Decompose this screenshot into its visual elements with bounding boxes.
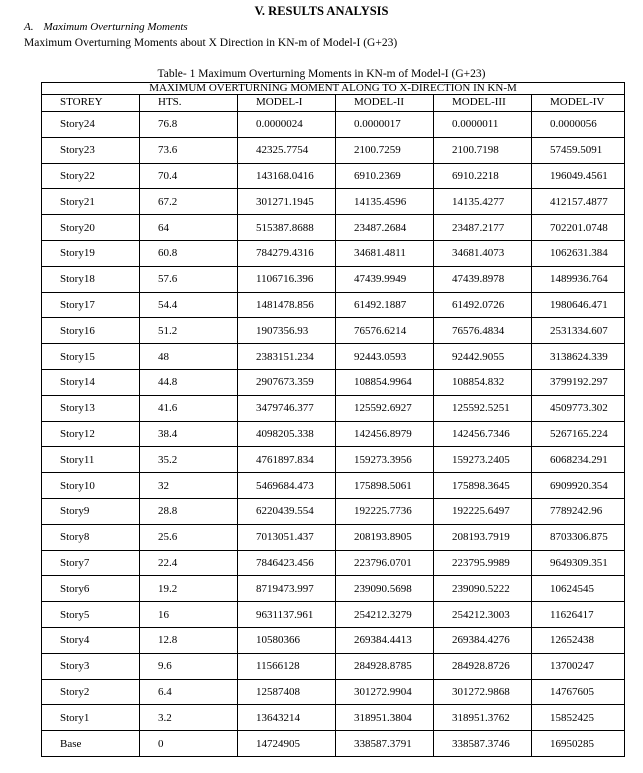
cell-storey: Story2: [42, 679, 140, 705]
cell-model-4: 16950285: [532, 731, 625, 757]
cell-model-2: 92443.0593: [336, 344, 434, 370]
cell-height: 44.8: [140, 369, 238, 395]
cell-model-2: 23487.2684: [336, 215, 434, 241]
column-header-heights: HTS.: [140, 95, 238, 112]
column-header-model-1: MODEL-I: [238, 95, 336, 112]
table-row: [42, 705, 625, 731]
cell-model-3: 2100.7198: [434, 137, 532, 163]
table-row: [42, 369, 625, 395]
cell-storey: Story19: [42, 240, 140, 266]
cell-height: 19.2: [140, 576, 238, 602]
cell-model-2: 34681.4811: [336, 240, 434, 266]
cell-model-1: 515387.8688: [238, 215, 336, 241]
cell-model-3: 284928.8726: [434, 653, 532, 679]
subsection-title: Maximum Overturning Moments: [43, 21, 188, 33]
cell-height: 67.2: [140, 189, 238, 215]
cell-height: 70.4: [140, 163, 238, 189]
cell-model-2: 47439.9949: [336, 266, 434, 292]
cell-model-2: 0.0000017: [336, 112, 434, 138]
cell-model-3: 223795.9989: [434, 550, 532, 576]
cell-model-3: 192225.6497: [434, 498, 532, 524]
table-row: [42, 550, 625, 576]
subsection-heading: [24, 21, 188, 33]
cell-model-3: 318951.3762: [434, 705, 532, 731]
table-row: [42, 318, 625, 344]
cell-storey: Story11: [42, 447, 140, 473]
table-row: [42, 266, 625, 292]
cell-model-3: 14135.4277: [434, 189, 532, 215]
cell-model-4: 6068234.291: [532, 447, 625, 473]
cell-model-1: 5469684.473: [238, 473, 336, 499]
cell-model-4: 13700247: [532, 653, 625, 679]
cell-storey: Story4: [42, 627, 140, 653]
cell-model-2: 125592.6927: [336, 395, 434, 421]
cell-model-4: 8703306.875: [532, 524, 625, 550]
cell-model-1: 14724905: [238, 731, 336, 757]
cell-storey: Story5: [42, 602, 140, 628]
cell-height: 32: [140, 473, 238, 499]
cell-model-2: 254212.3279: [336, 602, 434, 628]
cell-model-1: 3479746.377: [238, 395, 336, 421]
cell-model-2: 239090.5698: [336, 576, 434, 602]
cell-model-4: 57459.5091: [532, 137, 625, 163]
cell-model-2: 159273.3956: [336, 447, 434, 473]
cell-model-3: 254212.3003: [434, 602, 532, 628]
cell-height: 3.2: [140, 705, 238, 731]
cell-height: 28.8: [140, 498, 238, 524]
cell-model-1: 6220439.554: [238, 498, 336, 524]
cell-model-2: 192225.7736: [336, 498, 434, 524]
cell-height: 41.6: [140, 395, 238, 421]
cell-model-3: 338587.3746: [434, 731, 532, 757]
cell-model-1: 0.0000024: [238, 112, 336, 138]
cell-storey: Story6: [42, 576, 140, 602]
cell-model-2: 301272.9904: [336, 679, 434, 705]
cell-model-4: 3799192.297: [532, 369, 625, 395]
table-row: [42, 240, 625, 266]
cell-model-4: 6909920.354: [532, 473, 625, 499]
cell-height: 12.8: [140, 627, 238, 653]
overturning-moments-table: [41, 82, 625, 757]
cell-storey: Base: [42, 731, 140, 757]
table-row: [42, 653, 625, 679]
table-row: [42, 473, 625, 499]
cell-model-2: 175898.5061: [336, 473, 434, 499]
cell-height: 51.2: [140, 318, 238, 344]
cell-model-1: 4761897.834: [238, 447, 336, 473]
intro-text: Maximum Overturning Moments about X Direction in KN-m of Model-I (G+23): [24, 37, 398, 49]
cell-storey: Story16: [42, 318, 140, 344]
cell-storey: Story24: [42, 112, 140, 138]
cell-storey: Story12: [42, 421, 140, 447]
cell-model-3: 159273.2405: [434, 447, 532, 473]
cell-height: 9.6: [140, 653, 238, 679]
table-row: [42, 602, 625, 628]
cell-storey: Story23: [42, 137, 140, 163]
cell-model-1: 8719473.997: [238, 576, 336, 602]
cell-model-3: 61492.0726: [434, 292, 532, 318]
cell-storey: Story17: [42, 292, 140, 318]
table-row: [42, 524, 625, 550]
cell-model-3: 269384.4276: [434, 627, 532, 653]
cell-model-1: 2907673.359: [238, 369, 336, 395]
cell-model-3: 208193.7919: [434, 524, 532, 550]
cell-model-1: 7013051.437: [238, 524, 336, 550]
table-row: [42, 627, 625, 653]
cell-model-3: 239090.5222: [434, 576, 532, 602]
cell-model-3: 175898.3645: [434, 473, 532, 499]
cell-model-2: 6910.2369: [336, 163, 434, 189]
cell-storey: Story20: [42, 215, 140, 241]
cell-model-3: 34681.4073: [434, 240, 532, 266]
table-body: [42, 112, 625, 757]
cell-model-3: 76576.4834: [434, 318, 532, 344]
table-row: [42, 344, 625, 370]
cell-model-1: 10580366: [238, 627, 336, 653]
cell-model-1: 1481478.856: [238, 292, 336, 318]
cell-model-2: 76576.6214: [336, 318, 434, 344]
cell-height: 35.2: [140, 447, 238, 473]
cell-height: 0: [140, 731, 238, 757]
cell-model-1: 4098205.338: [238, 421, 336, 447]
cell-model-3: 47439.8978: [434, 266, 532, 292]
cell-height: 57.6: [140, 266, 238, 292]
cell-model-3: 108854.832: [434, 369, 532, 395]
cell-model-4: 5267165.224: [532, 421, 625, 447]
cell-model-1: 42325.7754: [238, 137, 336, 163]
cell-model-3: 142456.7346: [434, 421, 532, 447]
table-row: [42, 731, 625, 757]
cell-model-4: 4509773.302: [532, 395, 625, 421]
cell-model-4: 15852425: [532, 705, 625, 731]
cell-model-2: 61492.1887: [336, 292, 434, 318]
cell-storey: Story10: [42, 473, 140, 499]
cell-model-2: 338587.3791: [336, 731, 434, 757]
cell-model-1: 784279.4316: [238, 240, 336, 266]
table-row: [42, 576, 625, 602]
cell-height: 73.6: [140, 137, 238, 163]
cell-height: 22.4: [140, 550, 238, 576]
cell-storey: Story9: [42, 498, 140, 524]
column-header-model-4: MODEL-IV: [532, 95, 625, 112]
cell-height: 76.8: [140, 112, 238, 138]
cell-model-3: 6910.2218: [434, 163, 532, 189]
table-row: [42, 679, 625, 705]
cell-model-2: 142456.8979: [336, 421, 434, 447]
cell-model-4: 12652438: [532, 627, 625, 653]
table-caption: Table- 1 Maximum Overturning Moments in KN-m of Model-I (G+23): [157, 68, 486, 80]
cell-model-2: 2100.7259: [336, 137, 434, 163]
table-row: [42, 292, 625, 318]
cell-storey: Story22: [42, 163, 140, 189]
cell-model-1: 143168.0416: [238, 163, 336, 189]
cell-storey: Story18: [42, 266, 140, 292]
cell-model-4: 412157.4877: [532, 189, 625, 215]
table-row: [42, 395, 625, 421]
cell-model-3: 301272.9868: [434, 679, 532, 705]
column-header-model-2: MODEL-II: [336, 95, 434, 112]
table-row: [42, 163, 625, 189]
cell-model-4: 7789242.96: [532, 498, 625, 524]
cell-model-2: 223796.0701: [336, 550, 434, 576]
cell-height: 25.6: [140, 524, 238, 550]
cell-storey: Story1: [42, 705, 140, 731]
subsection-number: A.: [24, 21, 34, 33]
table-row: [42, 498, 625, 524]
cell-model-1: 301271.1945: [238, 189, 336, 215]
cell-height: 6.4: [140, 679, 238, 705]
table-row: [42, 447, 625, 473]
cell-model-4: 3138624.339: [532, 344, 625, 370]
cell-height: 48: [140, 344, 238, 370]
cell-model-4: 702201.0748: [532, 215, 625, 241]
cell-model-2: 108854.9964: [336, 369, 434, 395]
cell-model-2: 14135.4596: [336, 189, 434, 215]
cell-model-1: 13643214: [238, 705, 336, 731]
cell-model-4: 14767605: [532, 679, 625, 705]
cell-model-3: 23487.2177: [434, 215, 532, 241]
cell-model-2: 318951.3804: [336, 705, 434, 731]
table-row: [42, 137, 625, 163]
cell-model-2: 269384.4413: [336, 627, 434, 653]
cell-storey: Story15: [42, 344, 140, 370]
cell-storey: Story3: [42, 653, 140, 679]
cell-height: 16: [140, 602, 238, 628]
cell-model-1: 9631137.961: [238, 602, 336, 628]
cell-model-1: 1106716.396: [238, 266, 336, 292]
table-row: [42, 189, 625, 215]
cell-model-3: 125592.5251: [434, 395, 532, 421]
table-header-row: [42, 95, 625, 112]
cell-model-4: 11626417: [532, 602, 625, 628]
cell-storey: Story7: [42, 550, 140, 576]
cell-model-1: 11566128: [238, 653, 336, 679]
cell-storey: Story8: [42, 524, 140, 550]
cell-storey: Story14: [42, 369, 140, 395]
cell-height: 38.4: [140, 421, 238, 447]
cell-model-2: 284928.8785: [336, 653, 434, 679]
cell-model-1: 7846423.456: [238, 550, 336, 576]
cell-storey: Story13: [42, 395, 140, 421]
cell-storey: Story21: [42, 189, 140, 215]
cell-model-4: 196049.4561: [532, 163, 625, 189]
section-heading: V. RESULTS ANALYSIS: [254, 4, 389, 18]
cell-height: 60.8: [140, 240, 238, 266]
column-header-storey: STOREY: [42, 95, 140, 112]
cell-model-1: 12587408: [238, 679, 336, 705]
table-row: [42, 215, 625, 241]
cell-model-4: 9649309.351: [532, 550, 625, 576]
table-title: MAXIMUM OVERTURNING MOMENT ALONG TO X-DIRECTION IN KN-M: [42, 83, 625, 95]
cell-model-4: 1980646.471: [532, 292, 625, 318]
cell-model-4: 1062631.384: [532, 240, 625, 266]
table-row: [42, 421, 625, 447]
cell-model-4: 0.0000056: [532, 112, 625, 138]
cell-model-2: 208193.8905: [336, 524, 434, 550]
cell-model-1: 1907356.93: [238, 318, 336, 344]
cell-model-3: 92442.9055: [434, 344, 532, 370]
table-row: [42, 112, 625, 138]
table-title-row: [42, 83, 625, 95]
cell-model-4: 2531334.607: [532, 318, 625, 344]
cell-model-1: 2383151.234: [238, 344, 336, 370]
cell-height: 64: [140, 215, 238, 241]
cell-model-4: 1489936.764: [532, 266, 625, 292]
column-header-model-3: MODEL-III: [434, 95, 532, 112]
cell-height: 54.4: [140, 292, 238, 318]
cell-model-3: 0.0000011: [434, 112, 532, 138]
cell-model-4: 10624545: [532, 576, 625, 602]
